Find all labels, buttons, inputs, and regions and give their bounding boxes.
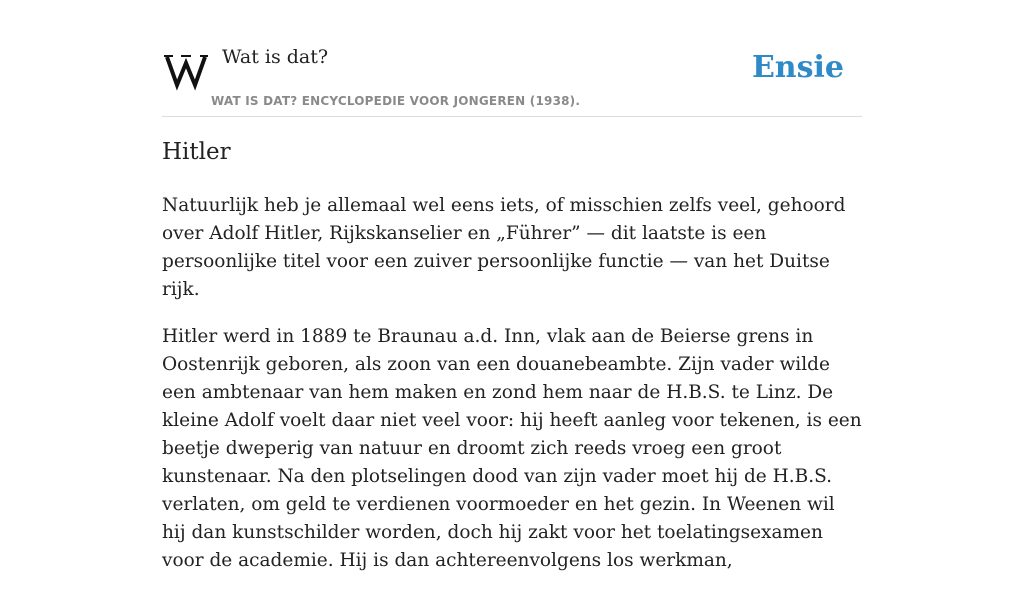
article-paragraph: Natuurlijk heb je allemaal wel eens iets, of misschien zelfs veel, gehoord over Adolf Hitler, Rijkskanselier en „Führer” — dit laatste is een persoonlijke titel voor een zuiver persoonlijke functie — van het Duitse rijk. — [162, 195, 846, 300]
article-paragraph: Hitler werd in 1889 te Braunau a.d. Inn, vlak aan de Beierse grens in Oostenrijk geboren, als zoon van een douanebeambte. Zijn vader wilde een ambtenaar van hem maken en zond hem naar de H.B.S. te Linz. De kleine Adolf voelt daar niet veel voor: hij heeft aanleg voor tekenen, is een beetje dweperig van natuur en droomt zich reeds vroeg een groot kunstenaar. Na den plotselingen dood van zijn vader moet hij de H.B.S. verlaten, om geld te verdienen voormoeder en het gezin. In Weenen wil hij dan kunstschilder worden, doch hij zakt voor het toelatingsexamen voor de academie. Hij is dan achtereenvolgens los werkman, — [162, 326, 862, 571]
article-title: Hitler — [162, 139, 231, 165]
source-subtitle: WAT IS DAT? ENCYCLOPEDIE VOOR JONGEREN (1938). — [211, 94, 581, 108]
wikipedia-w-icon[interactable] — [164, 51, 208, 91]
brand-logo-link[interactable]: Ensie — [751, 50, 844, 85]
article-body — [162, 192, 862, 594]
source-header — [162, 40, 862, 117]
source-title[interactable]: Wat is dat? — [222, 46, 329, 68]
